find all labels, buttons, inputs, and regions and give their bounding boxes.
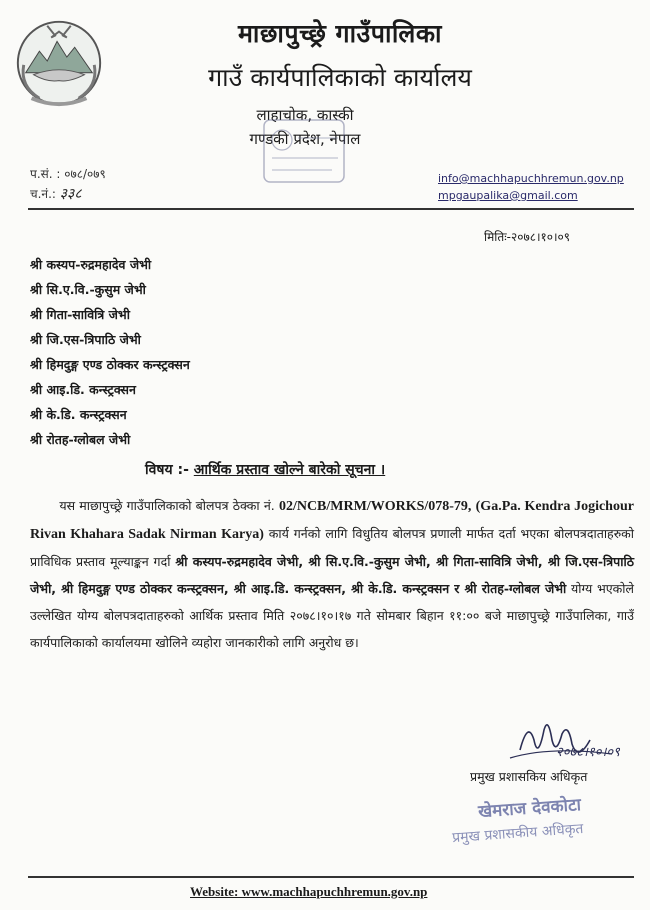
body-intro: यस माछापुच्छ्रे गाउँपालिकाको बोलपत्र ठेक्का नं. (59, 498, 275, 513)
body-conclusion: योग्य भएकोले उल्लेखित योग्य बोलपत्रदाताहरुको आर्थिक प्रस्ताव मिति २०७८।१०।१७ गते सोमबार बिहान ११:०० बजे माछापुच्छ्रे गाउँपालिका, गाउँ कार्यपालिकाको कार्यालयमा खोलिने व्यहोरा जानकारीको लागि अनुरोध छ। (30, 581, 634, 650)
officer-title: प्रमुख प्रशासकिय अधिकृत (470, 769, 588, 784)
contract-number: 02/NCB/MRM/WORKS/078-79, (278, 499, 472, 514)
project-name: (Ga.Pa. Kendra Jogichour Rivan Khahara Sadak Nirman Karya) (30, 499, 634, 542)
office-stamp-icon (262, 118, 346, 184)
cn-label: च.नं.: (30, 187, 56, 201)
reference-block (30, 164, 106, 204)
contact-email-gmail[interactable]: mpgaupalika@gmail.com (438, 189, 578, 202)
seal-name: खेमराज देवकोटा (477, 795, 582, 823)
recipient-item: श्री आइ.डि. कन्स्ट्रक्सन (30, 382, 136, 397)
name-seal (448, 790, 628, 850)
municipality-title: माछापुच्छ्रे गाउँपालिका (237, 19, 443, 48)
location-line-2: गण्डकी प्रदेश, नेपाल (249, 130, 361, 148)
seal-title: प्रमुख प्रशासकीय अधिकृत (451, 820, 584, 847)
contact-block (438, 170, 624, 204)
nepal-emblem-icon (10, 12, 108, 110)
footer-divider (28, 876, 634, 878)
signature-date: २०७८।१०।०९ (556, 745, 620, 760)
letter-date: मितिः-२०७८।१०।०९ (484, 230, 571, 244)
handwritten-signature-icon (500, 710, 620, 770)
letter-body (30, 492, 634, 656)
header-divider (28, 208, 634, 210)
body-procedure: कार्य गर्नको लागि विधुतिय बोलपत्र प्रणाली मार्फत दर्ता भएका बोलपत्रदाताहरुको प्राविधिक प्रस्ताव मूल्याङ्कन गर्दा (30, 526, 635, 569)
subject-line (145, 460, 385, 479)
recipient-list (30, 252, 190, 452)
recipient-item: श्री के.डि. कन्स्ट्रक्सन (30, 407, 127, 422)
ps-label: प.सं. : (30, 167, 61, 181)
contact-email-info[interactable]: info@machhapuchhremun.gov.np (438, 172, 624, 185)
recipient-item: श्री जि.एस-त्रिपाठि जेभी (30, 332, 141, 347)
recipient-item: श्री कस्यप-रुद्रमहादेव जेभी (30, 257, 152, 272)
subject-text: आर्थिक प्रस्ताव खोल्ने बारेको सूचना । (193, 462, 386, 478)
bidder-list: श्री कस्यप-रुद्रमहादेव जेभी, श्री सि.ए.वि.-कुसुम जेभी, श्री गिता-सावित्रि जेभी, श्री जि.एस-त्रिपाठि जेभी, श्री हिमदुङ्ग एण्ड ठोक्कर कन्स्ट्रक्सन, श्री आइ.डि. कन्स्ट्रक्सन, श्री के.डि. कन्स्ट्रक्सन र श्री रोतह-ग्लोबल जेभी (30, 554, 634, 596)
cn-value: ३३८ (59, 186, 82, 202)
subject-label: विषय :- (145, 462, 189, 478)
office-title: गाउँ कार्यपालिकाको कार्यालय (208, 63, 472, 92)
ps-value: ०७८/०७९ (64, 167, 106, 181)
recipient-item: श्री सि.ए.वि.-कुसुम जेभी (30, 282, 146, 297)
ps-line (30, 164, 106, 184)
recipient-item: श्री रोतह-ग्लोबल जेभी (30, 432, 131, 447)
location-line-1: लाहाचोक, कास्की (256, 106, 354, 124)
recipient-item: श्री गिता-सावित्रि जेभी (30, 307, 130, 322)
footer-website[interactable]: Website: www.machhapuchhremun.gov.np (190, 884, 428, 899)
recipient-item: श्री हिमदुङ्ग एण्ड ठोक्कर कन्स्ट्रक्सन (30, 357, 190, 372)
cn-line (30, 184, 106, 204)
